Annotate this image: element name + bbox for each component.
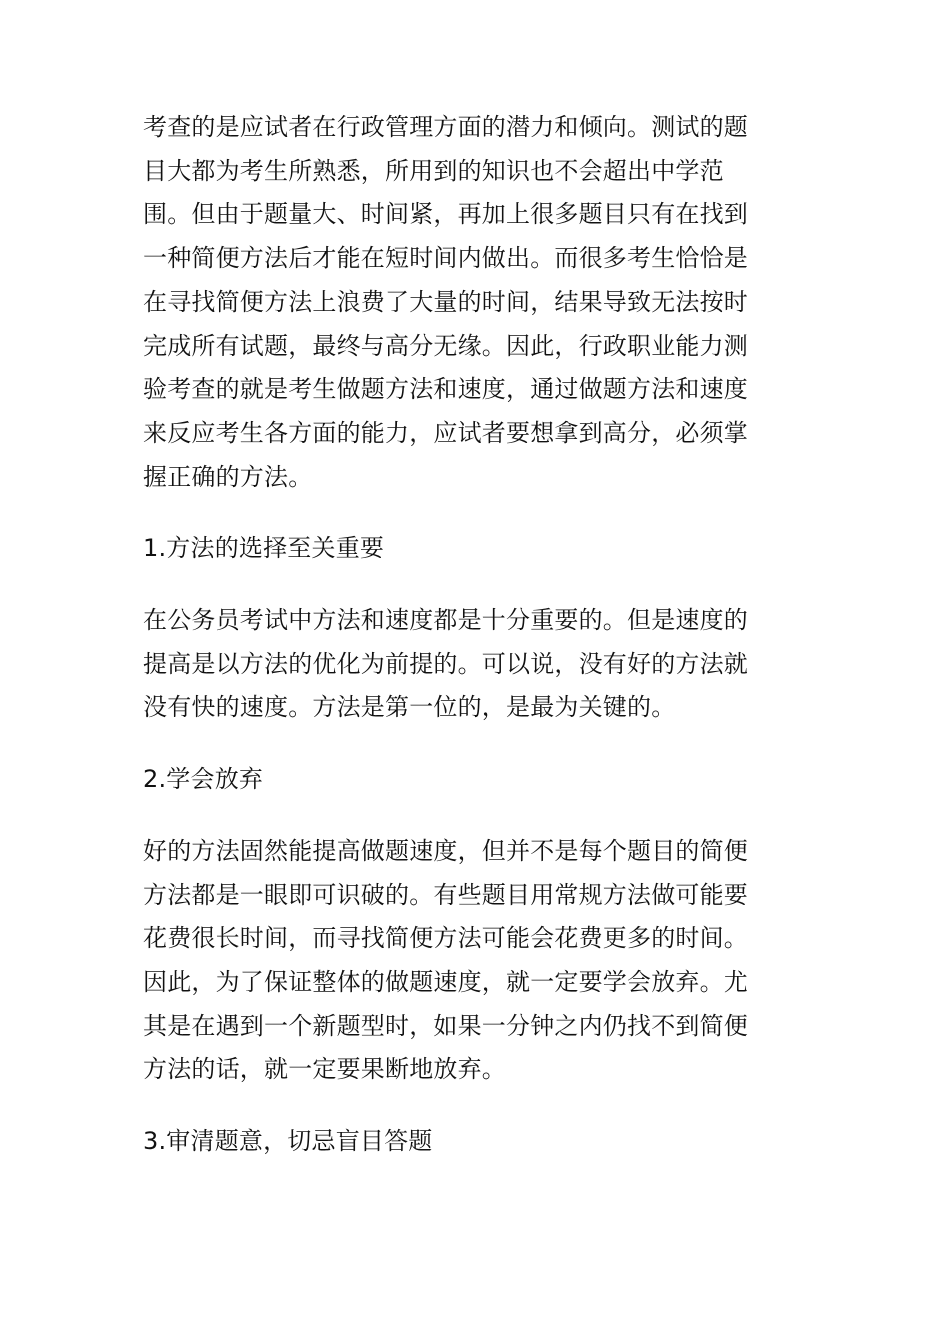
section-heading-2: 2.学会放弃 [143,765,264,794]
section-2-paragraph: 好的方法固然能提高做题速度，但并不是每个题目的简便 方法都是一眼即可识破的。有些题目用常规方法做可能要 花费很长时间，而寻找简便方法可能会花费更多的时间。 因此，为了保证整体的做题速度，就一定要学会放弃。尤 其是在遇到一个新题型时，如果一分钟之内仍找不到简便 方法的话，就一定要果断地放弃。 [143,836,748,1084]
section-1-paragraph: 在公务员考试中方法和速度都是十分重要的。但是速度的 提高是以方法的优化为前提的。可以说，没有好的方法就 没有快的速度。方法是第一位的，是最为关键的。 [143,606,748,722]
document-body [143,106,783,1192]
intro-paragraph: 考查的是应试者在行政管理方面的潜力和倾向。测试的题 目大都为考生所熟悉，所用到的知识也不会超出中学范 围。但由于题量大、时间紧，再加上很多题目只有在找到 一种简便方法后才能在短时间内做出。而很多考生恰恰是 在寻找简便方法上浪费了大量的时间，结果导致无法按时 完成所有试题，最终与高分无缘。因此，行政职业能力测 验考查的就是考生做题方法和速度，通过做题方法和速度 来反应考生各方面的能力，应试者要想拿到高分，必须掌 握正确的方法。 [143,113,748,491]
section-heading-1: 1.方法的选择至关重要 [143,534,385,563]
section-heading-3: 3.审清题意，切忌盲目答题 [143,1127,433,1156]
